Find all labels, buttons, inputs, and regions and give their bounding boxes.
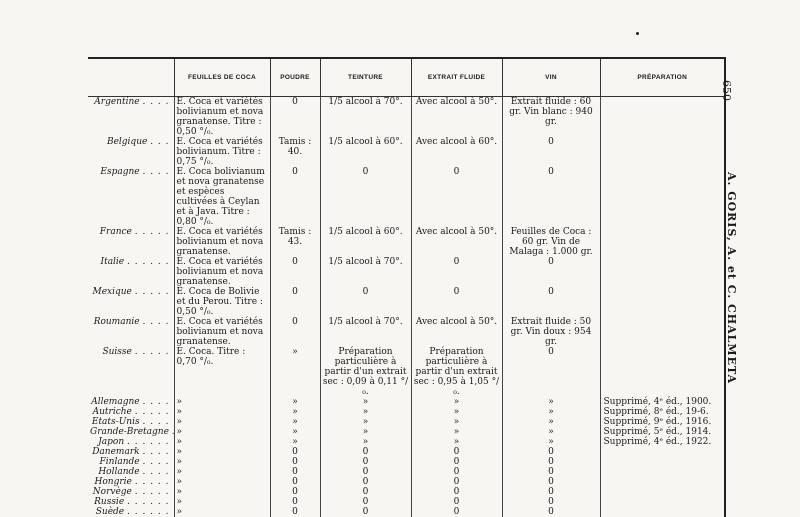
vin-cell: 0: [502, 447, 600, 457]
table-row: [88, 97, 725, 138]
vin-cell: 0: [502, 167, 600, 227]
poudre-cell: »: [270, 397, 320, 407]
teinture-cell: 0: [320, 287, 411, 317]
preparation-cell: Supprimé, 8ᵉ éd., 19-6.: [600, 407, 725, 417]
country-name: Danemark: [92, 447, 140, 457]
preparation-cell: Supprimé, 9ᵉ éd., 1916.: [600, 417, 725, 427]
table-row: [88, 407, 725, 417]
poudre-cell: 0: [270, 167, 320, 227]
teinture-cell: 1/5 alcool à 70°.: [320, 257, 411, 287]
teinture-cell: Préparation particulière à partir d'un extrait sec : 0,09 à 0,11 °/₀.: [320, 347, 411, 397]
extrait-cell: 0: [411, 257, 502, 287]
table-row: [88, 167, 725, 227]
preparation-cell: [600, 317, 725, 347]
country-cell: [88, 347, 174, 397]
country-cell: [88, 227, 174, 257]
poudre-cell: Tamis : 40.: [270, 137, 320, 167]
preparation-cell: [600, 97, 725, 138]
vin-cell: 0: [502, 347, 600, 397]
header-vin: VIN: [502, 58, 600, 97]
feuilles-cell: »: [174, 467, 270, 477]
country-cell: [88, 427, 174, 437]
country-name: Russie: [94, 497, 125, 507]
teinture-cell: 1/5 alcool à 60°.: [320, 227, 411, 257]
leader-dots: . . . .: [142, 397, 170, 407]
teinture-cell: 0: [320, 497, 411, 507]
feuilles-cell: »: [174, 497, 270, 507]
country-name: Japon: [98, 437, 125, 447]
vin-cell: 0: [502, 287, 600, 317]
extrait-cell: Avec alcool à 50°.: [411, 317, 502, 347]
vin-cell: »: [502, 407, 600, 417]
leader-dots: . . . .: [142, 467, 170, 477]
running-head: A. GORIS, A. et C. CHALMETA: [725, 172, 738, 385]
country-cell: [88, 447, 174, 457]
extrait-cell: 0: [411, 497, 502, 507]
extrait-cell: 0: [411, 287, 502, 317]
leader-dots: . . . .: [142, 457, 170, 467]
country-name: Espagne: [100, 167, 140, 177]
header-poudre: POUDRE: [270, 58, 320, 97]
poudre-cell: »: [270, 417, 320, 427]
leader-dots: . . . . . .: [127, 257, 170, 267]
table-row: [88, 397, 725, 407]
country-name: Finlande: [99, 457, 140, 467]
country-cell: [88, 97, 174, 138]
country-name: Argentine: [94, 97, 140, 107]
extrait-cell: »: [411, 417, 502, 427]
country-name: Hongrie: [94, 477, 132, 487]
feuilles-cell: E. Coca et variétés bolivianum et nova granatense.: [174, 227, 270, 257]
teinture-cell: 1/5 alcool à 70°.: [320, 317, 411, 347]
header-country: [88, 58, 174, 97]
country-cell: [88, 437, 174, 447]
table-row: [88, 257, 725, 287]
leader-dots: . . . .: [142, 97, 170, 107]
country-name: Belgique: [106, 137, 148, 147]
table-row: [88, 317, 725, 347]
country-name: Suède: [95, 507, 125, 517]
poudre-cell: »: [270, 347, 320, 397]
pharmacopoeia-table: [88, 57, 726, 517]
vin-cell: »: [502, 417, 600, 427]
poudre-cell: »: [270, 437, 320, 447]
feuilles-cell: E. Coca de Bolivie et du Perou. Titre : 0,50 °/₀.: [174, 287, 270, 317]
leader-dots: . . . .: [142, 167, 170, 177]
extrait-cell: 0: [411, 487, 502, 497]
country-cell: [88, 477, 174, 487]
teinture-cell: »: [320, 437, 411, 447]
poudre-cell: »: [270, 427, 320, 437]
feuilles-cell: E. Coca et variétés bolivianum. Titre : 0,75 °/₀.: [174, 137, 270, 167]
poudre-cell: 0: [270, 447, 320, 457]
preparation-cell: [600, 477, 725, 487]
poudre-cell: 0: [270, 497, 320, 507]
extrait-cell: Avec alcool à 60°.: [411, 137, 502, 167]
header-preparation: PRÉPARATION: [600, 58, 725, 97]
country-cell: [88, 257, 174, 287]
teinture-cell: 0: [320, 477, 411, 487]
vin-cell: 0: [502, 497, 600, 507]
country-cell: [88, 487, 174, 497]
table-row: [88, 477, 725, 487]
extrait-cell: 0: [411, 447, 502, 457]
teinture-cell: 0: [320, 447, 411, 457]
country-cell: [88, 167, 174, 227]
country-cell: [88, 467, 174, 477]
table-row: [88, 287, 725, 317]
leader-dots: . . . . .: [134, 287, 170, 297]
extrait-cell: 0: [411, 507, 502, 517]
extrait-cell: Préparation particulière à partir d'un extrait sec : 0,95 à 1,05 °/₀.: [411, 347, 502, 397]
leader-dots: . . . . . .: [127, 497, 170, 507]
country-name: Hollande: [98, 467, 140, 477]
leader-dots: . . . . .: [134, 347, 170, 357]
feuilles-cell: »: [174, 437, 270, 447]
teinture-cell: 0: [320, 487, 411, 497]
leader-dots: . . . . .: [134, 477, 170, 487]
table-row: [88, 417, 725, 427]
vin-cell: 0: [502, 457, 600, 467]
extrait-cell: Avec alcool à 50°.: [411, 97, 502, 138]
extrait-cell: 0: [411, 467, 502, 477]
feuilles-cell: E. Coca et variétés bolivianum et nova granatense.: [174, 317, 270, 347]
feuilles-cell: »: [174, 427, 270, 437]
feuilles-cell: E. Coca. Titre : 0,70 °/₀.: [174, 347, 270, 397]
teinture-cell: »: [320, 417, 411, 427]
table-row: [88, 437, 725, 447]
country-name: Autriche: [92, 407, 132, 417]
country-cell: [88, 407, 174, 417]
preparation-cell: [600, 167, 725, 227]
preparation-cell: [600, 347, 725, 397]
preparation-cell: Supprimé, 5ᵉ éd., 1914.: [600, 427, 725, 437]
poudre-cell: 0: [270, 487, 320, 497]
feuilles-cell: »: [174, 487, 270, 497]
teinture-cell: »: [320, 427, 411, 437]
leader-dots: . . . .: [142, 447, 170, 457]
vin-cell: 0: [502, 137, 600, 167]
preparation-cell: [600, 447, 725, 457]
table-row: [88, 427, 725, 437]
feuilles-cell: »: [174, 507, 270, 517]
leader-dots: . . . . .: [134, 407, 170, 417]
vin-cell: 0: [502, 477, 600, 487]
poudre-cell: 0: [270, 97, 320, 138]
vin-cell: Feuilles de Coca : 60 gr. Vin de Malaga : 1.000 gr.: [502, 227, 600, 257]
feuilles-cell: E. Coca et variétés bolivianum et nova granatense. Titre : 0,50 °/₀.: [174, 97, 270, 138]
feuilles-cell: »: [174, 477, 270, 487]
leader-dots: . . . .: [142, 317, 170, 327]
extrait-cell: 0: [411, 167, 502, 227]
leader-dots: . . . . .: [134, 227, 170, 237]
poudre-cell: 0: [270, 507, 320, 517]
country-name: Mexique: [92, 287, 132, 297]
poudre-cell: »: [270, 407, 320, 417]
ink-speck: [636, 32, 639, 35]
table-row: [88, 227, 725, 257]
feuilles-cell: E. Coca et variétés bolivianum et nova granatense.: [174, 257, 270, 287]
country-name: Allemagne: [91, 397, 140, 407]
country-cell: [88, 417, 174, 427]
table-row: [88, 497, 725, 507]
extrait-cell: »: [411, 427, 502, 437]
feuilles-cell: »: [174, 417, 270, 427]
country-name: Suisse: [102, 347, 132, 357]
preparation-cell: [600, 467, 725, 477]
country-cell: [88, 317, 174, 347]
teinture-cell: »: [320, 397, 411, 407]
country-name: Roumanie: [93, 317, 140, 327]
extrait-cell: »: [411, 437, 502, 447]
country-cell: [88, 137, 174, 167]
vin-cell: »: [502, 397, 600, 407]
poudre-cell: 0: [270, 477, 320, 487]
feuilles-cell: »: [174, 457, 270, 467]
table-row: [88, 447, 725, 457]
feuilles-cell: »: [174, 397, 270, 407]
country-name: Norvège: [92, 487, 132, 497]
feuilles-cell: E. Coca bolivianum et nova granatense et espèces cultivées à Ceylan et à Java. Titre : 0,80 °/₀.: [174, 167, 270, 227]
vin-cell: »: [502, 437, 600, 447]
vin-cell: »: [502, 427, 600, 437]
country-name: Grande-Bretagne: [90, 427, 169, 437]
preparation-cell: [600, 487, 725, 497]
country-cell: [88, 507, 174, 517]
leader-dots: .: [171, 427, 176, 437]
table-row: [88, 507, 725, 517]
teinture-cell: »: [320, 407, 411, 417]
preparation-cell: [600, 507, 725, 517]
poudre-cell: 0: [270, 287, 320, 317]
teinture-cell: 0: [320, 507, 411, 517]
header-feuilles: FEUILLES DE COCA: [174, 58, 270, 97]
header-extrait: EXTRAIT FLUIDE: [411, 58, 502, 97]
poudre-cell: 0: [270, 317, 320, 347]
vin-cell: 0: [502, 467, 600, 477]
leader-dots: . . . .: [142, 417, 170, 427]
extrait-cell: 0: [411, 457, 502, 467]
preparation-cell: [600, 137, 725, 167]
preparation-cell: [600, 287, 725, 317]
teinture-cell: 0: [320, 457, 411, 467]
extrait-cell: »: [411, 397, 502, 407]
table-row: [88, 487, 725, 497]
teinture-cell: 1/5 alcool à 60°.: [320, 137, 411, 167]
poudre-cell: 0: [270, 457, 320, 467]
teinture-cell: 0: [320, 467, 411, 477]
country-name: France: [99, 227, 132, 237]
country-cell: [88, 287, 174, 317]
vin-cell: 0: [502, 507, 600, 517]
extrait-cell: 0: [411, 477, 502, 487]
preparation-cell: Supprimé, 4ᵉ éd., 1922.: [600, 437, 725, 447]
country-cell: [88, 457, 174, 467]
vin-cell: Extrait fluide : 50 gr. Vin doux : 954 gr.: [502, 317, 600, 347]
preparation-cell: Supprimé, 4ᵉ éd., 1900.: [600, 397, 725, 407]
vin-cell: Extrait fluide : 60 gr. Vin blanc : 940 gr.: [502, 97, 600, 138]
vin-cell: 0: [502, 487, 600, 497]
preparation-cell: [600, 497, 725, 507]
country-cell: [88, 497, 174, 507]
poudre-cell: 0: [270, 467, 320, 477]
poudre-cell: Tamis : 43.: [270, 227, 320, 257]
country-name: Etats-Unis: [91, 417, 140, 427]
table-row: [88, 467, 725, 477]
table-row: [88, 457, 725, 467]
feuilles-cell: »: [174, 447, 270, 457]
extrait-cell: »: [411, 407, 502, 417]
teinture-cell: 1/5 alcool à 70°.: [320, 97, 411, 138]
teinture-cell: 0: [320, 167, 411, 227]
poudre-cell: 0: [270, 257, 320, 287]
table-row: [88, 137, 725, 167]
preparation-cell: [600, 257, 725, 287]
preparation-cell: [600, 457, 725, 467]
table-row: [88, 347, 725, 397]
leader-dots: . . . . . .: [127, 437, 170, 447]
page-number: 650: [720, 80, 733, 101]
feuilles-cell: »: [174, 407, 270, 417]
leader-dots: . . . . .: [134, 487, 170, 497]
extrait-cell: Avec alcool à 50°.: [411, 227, 502, 257]
vin-cell: 0: [502, 257, 600, 287]
country-cell: [88, 397, 174, 407]
preparation-cell: [600, 227, 725, 257]
leader-dots: . . . . . .: [127, 507, 170, 517]
header-row: [88, 58, 725, 97]
country-name: Italie: [100, 257, 125, 267]
leader-dots: . . .: [150, 137, 170, 147]
header-teinture: TEINTURE: [320, 58, 411, 97]
